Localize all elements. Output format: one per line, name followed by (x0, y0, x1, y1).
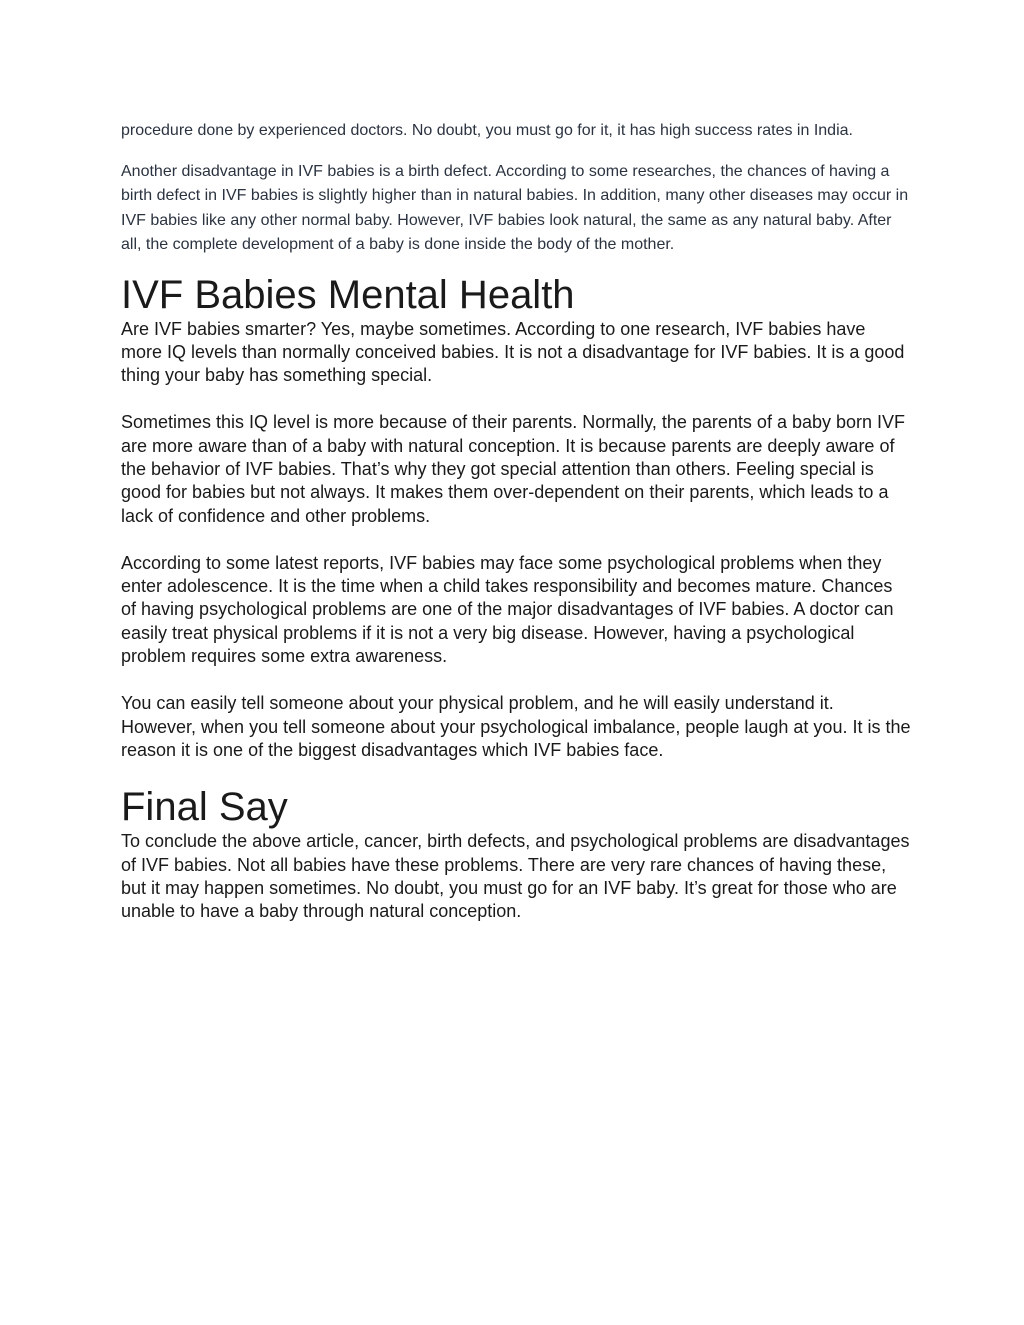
document-page (121, 119, 911, 945)
paragraph: Are IVF babies smarter? Yes, maybe sometimes. According to one research, IVF babies have more IQ levels than normally conceived babies. It is not a disadvantage for IVF babies. It is a good thing your baby has something special. (121, 318, 905, 386)
intro-continuation-paragraph: procedure done by experienced doctors. No doubt, you must go for it, it has high success rates in India. (121, 122, 853, 139)
intro-block (121, 119, 911, 258)
intro-paragraph: Another disadvantage in IVF babies is a birth defect. According to some researches, the chances of having a birth defect in IVF babies is slightly higher than in natural babies. In addition, many other diseases may occur in IVF babies like any other normal baby. However, IVF babies look natural, the same as any natural baby. After all, the complete development of a baby is done inside the body of the mother. (121, 162, 909, 253)
section-mental-health (121, 272, 911, 763)
paragraph: Sometimes this IQ level is more because of their parents. Normally, the parents of a baby born IVF are more aware than of a baby with natural conception. It is because parents are deeply aware of the behavior of IVF babies. That’s why they got special attention than others. Feeling special is good for babies but not always. It makes them over-dependent on their parents, which leads to a lack of confidence and other problems. (121, 412, 906, 526)
section-body (121, 830, 911, 923)
section-final-say (121, 784, 911, 923)
paragraph: According to some latest reports, IVF babies may face some psychological problems when they enter adolescence. It is the time when a child takes responsibility and becomes mature. Chances of having psychological problems are one of the major disadvantages of IVF babies. A doctor can easily treat physical problems if it is not a very big disease. However, having a psychological problem requires some extra awareness. (121, 552, 894, 667)
section-heading: Final Say (121, 785, 288, 830)
paragraph: You can easily tell someone about your physical problem, and he will easily understand it. However, when you tell someone about your psychological imbalance, people laugh at you. It is the reason it is one of the biggest disadvantages which IVF babies face. (121, 693, 911, 760)
paragraph: To conclude the above article, cancer, birth defects, and psychological problems are disadvantages of IVF babies. Not all babies have these problems. There are very rare chances of having these, but it may happen sometimes. No doubt, you must go for an IVF baby. It’s great for those who are unable to have a baby through natural conception. (121, 831, 910, 922)
section-body (121, 318, 911, 763)
section-heading: IVF Babies Mental Health (121, 272, 575, 317)
